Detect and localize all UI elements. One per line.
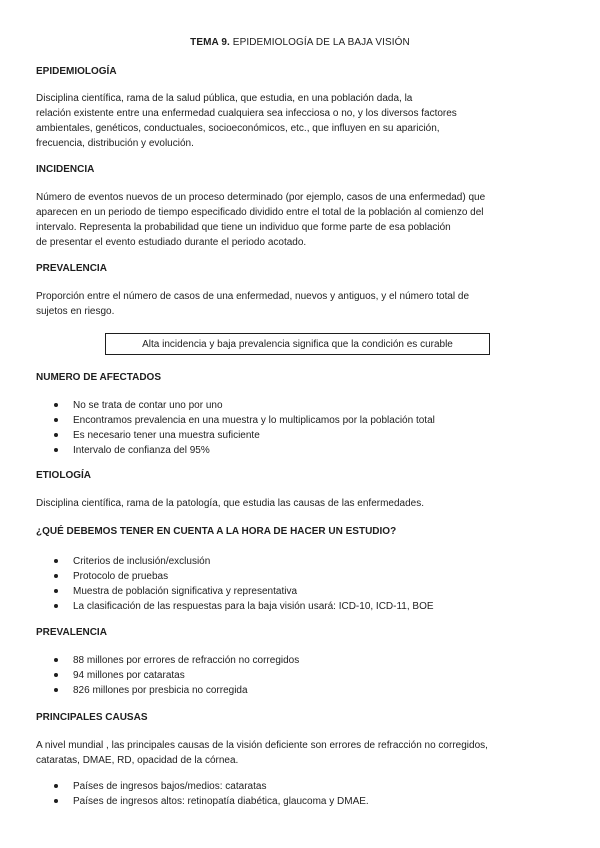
paragraph-line: Disciplina científica, rama de la salud pública, que estudia, en una población dada, la <box>36 93 413 104</box>
heading-incidencia: INCIDENCIA <box>36 164 95 175</box>
heading-prevalencia: PREVALENCIA <box>36 263 107 274</box>
paragraph-line: aparecen en un periodo de tiempo especificado dividido entre el total de la población al comienzo del <box>36 207 484 218</box>
list-item: Intervalo de confianza del 95% <box>36 443 435 458</box>
paragraph-line: Disciplina científica, rama de la patología, que estudia las causas de las enfermedades. <box>36 498 425 509</box>
paragraph-line: Proporción entre el número de casos de una enfermedad, nuevos y antiguos, y el número total de <box>36 291 470 302</box>
paragraph-line: de presentar el evento estudiado durante el periodo acotado. <box>36 237 307 248</box>
paragraph-line: relación existente entre una enfermedad cualquiera sea infecciosa o no, y los diversos factores <box>36 108 457 119</box>
page-title-number: TEMA 9. <box>190 37 230 48</box>
list-afectados <box>36 398 435 458</box>
list-item: Muestra de población significativa y representativa <box>36 584 434 599</box>
paragraph-line: Número de eventos nuevos de un proceso determinado (por ejemplo, casos de una enfermedad) que <box>36 192 486 203</box>
list-item: 94 millones por cataratas <box>36 668 299 683</box>
list-item: Es necesario tener una muestra suficiente <box>36 428 435 443</box>
list-estudio <box>36 554 434 614</box>
heading-epidemiologia: EPIDEMIOLOGÍA <box>36 66 117 77</box>
paragraph-etiologia <box>36 496 576 511</box>
paragraph-line: ambientales, genéticos, conductuales, socioeconómicos, etc., que influyen en su aparición, <box>36 123 440 134</box>
list-item: La clasificación de las respuestas para la baja visión usará: ICD-10, ICD-11, BOE <box>36 599 434 614</box>
heading-numero-afectados: NUMERO DE AFECTADOS <box>36 372 161 383</box>
paragraph-line: sujetos en riesgo. <box>36 306 115 317</box>
heading-estudio: ¿QUÉ DEBEMOS TENER EN CUENTA A LA HORA DE HACER UN ESTUDIO? <box>36 526 397 537</box>
paragraph-principales-causas <box>36 738 576 768</box>
list-principales-causas <box>36 779 369 809</box>
paragraph-epidemiologia <box>36 91 576 151</box>
paragraph-line: cataratas, DMAE, RD, opacidad de la córnea. <box>36 755 239 766</box>
highlight-box: Alta incidencia y baja prevalencia significa que la condición es curable <box>105 333 490 355</box>
paragraph-line: intervalo. Representa la probabilidad que tiene un individuo que forme parte de esa población <box>36 222 451 233</box>
paragraph-line: frecuencia, distribución y evolución. <box>36 138 194 149</box>
list-item: Protocolo de pruebas <box>36 569 434 584</box>
paragraph-line: A nivel mundial , las principales causas de la visión deficiente son errores de refracción no corregidos, <box>36 740 488 751</box>
list-item: No se trata de contar uno por uno <box>36 398 435 413</box>
list-item: Encontramos prevalencia en una muestra y lo multiplicamos por la población total <box>36 413 435 428</box>
heading-principales-causas: PRINCIPALES CAUSAS <box>36 712 148 723</box>
paragraph-incidencia <box>36 190 576 250</box>
page-title-text: EPIDEMIOLOGÍA DE LA BAJA VISIÓN <box>229 37 410 48</box>
heading-prevalencia-cifras: PREVALENCIA <box>36 627 107 638</box>
list-item: Países de ingresos bajos/medios: cataratas <box>36 779 369 794</box>
list-item: 826 millones por presbicia no corregida <box>36 683 299 698</box>
heading-etiologia: ETIOLOGÍA <box>36 470 91 481</box>
page-title <box>0 37 600 48</box>
list-item: 88 millones por errores de refracción no corregidos <box>36 653 299 668</box>
list-prevalencia-cifras <box>36 653 299 698</box>
list-item: Criterios de inclusión/exclusión <box>36 554 434 569</box>
paragraph-prevalencia <box>36 289 576 319</box>
list-item: Países de ingresos altos: retinopatía diabética, glaucoma y DMAE. <box>36 794 369 809</box>
